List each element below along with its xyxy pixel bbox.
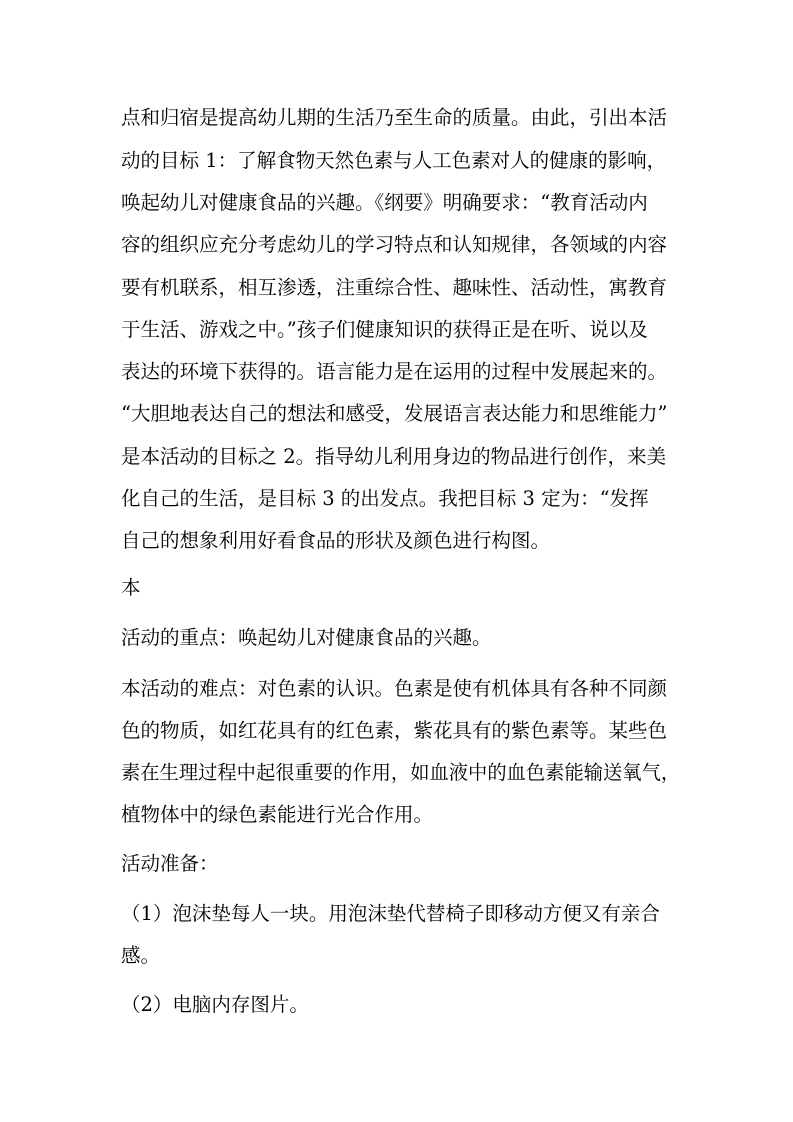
text-line: 感。 bbox=[121, 944, 161, 967]
text-line: （2）电脑内存图片。 bbox=[121, 993, 309, 1016]
text-line: （1）泡沫垫每人一块。用泡沫垫代替椅子即移动方便又有亲合 bbox=[121, 902, 660, 925]
text-line: 点和归宿是提高幼儿期的生活乃至生命的质量。由此，引出本活 bbox=[121, 106, 668, 129]
text-line: 表达的环境下获得的。语言能力是在运用的过程中发展起来的。 bbox=[121, 360, 668, 383]
text-line: 色的物质，如红花具有的红色素，紫花具有的紫色素等。某些色 bbox=[121, 719, 668, 742]
text-line: 唤起幼儿对健康食品的兴趣。《纲要》明确要求：“教育活动内 bbox=[121, 191, 648, 214]
text-line: 容的组织应充分考虑幼儿的学习特点和认知规律，各领域的内容 bbox=[121, 233, 668, 256]
text-line: 植物体中的绿色素能进行光合作用。 bbox=[121, 803, 434, 826]
text-line: “大胆地表达自己的想法和感受，发展语言表达能力和思维能力” bbox=[121, 402, 668, 425]
text-line: 本 bbox=[121, 576, 141, 599]
text-line: 动的目标 1：了解食物天然色素与人工色素对人的健康的影响， bbox=[121, 149, 667, 172]
text-line: 是本活动的目标之 2。指导幼儿利用身边的物品进行创作，来美 bbox=[121, 445, 667, 468]
text-line: 素在生理过程中起很重要的作用，如血液中的血色素能输送氧气， bbox=[121, 761, 681, 784]
text-line: 活动准备： bbox=[121, 852, 219, 875]
text-line: 本活动的难点：对色素的认识。色素是使有机体具有各种不同颜 bbox=[121, 677, 668, 700]
text-line: 要有机联系，相互渗透，注重综合性、趣味性、活动性，寓教育 bbox=[121, 276, 668, 299]
text-line: 活动的重点：唤起幼儿对健康食品的兴趣。 bbox=[121, 626, 492, 649]
text-line: 自己的想象利用好看食品的形状及颜色进行构图。 bbox=[121, 529, 551, 552]
text-line: 化自己的生活，是目标 3 的出发点。我把目标 3 定为：“发挥 bbox=[121, 487, 649, 510]
text-line: 于生活、游戏之中。”孩子们健康知识的获得正是在听、说以及 bbox=[121, 318, 648, 341]
